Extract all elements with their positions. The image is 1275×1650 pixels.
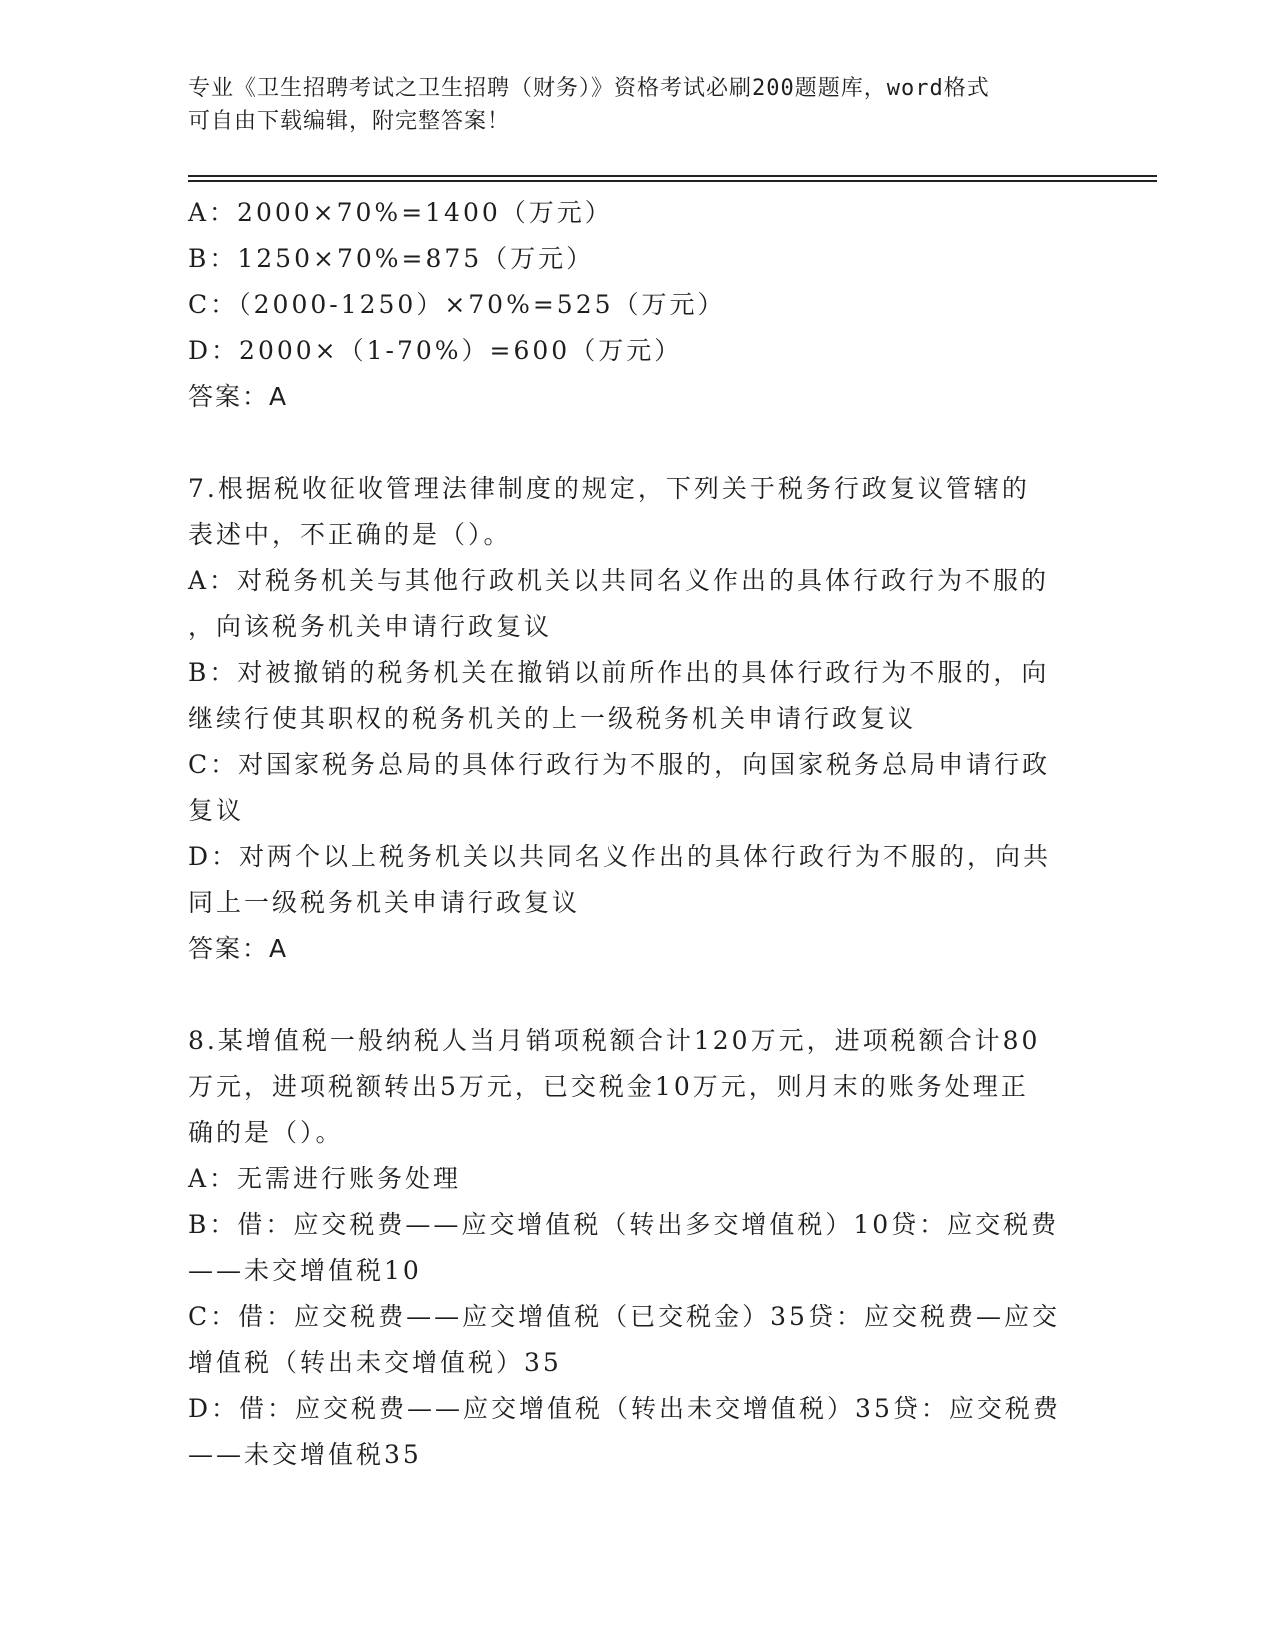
q7-answer: 答案：A — [188, 934, 289, 963]
header-divider-bottom — [188, 180, 1157, 182]
q6-option-b: B：1250×70%=875（万元） — [188, 244, 595, 273]
q8-option-d-line-2: ——未交增值税35 — [188, 1440, 422, 1469]
q8-option-d-line-1: D：借：应交税费——应交增值税（转出未交增值税）35贷：应交税费 — [188, 1394, 1061, 1423]
q8-option-a: A：无需进行账务处理 — [188, 1164, 462, 1193]
question-8-block — [188, 1018, 1078, 1478]
question-7-block — [188, 466, 1078, 972]
q7-option-c-line-2: 复议 — [188, 796, 245, 825]
q7-stem-line-2: 表述中，不正确的是（）。 — [188, 520, 512, 549]
q8-stem-line-2: 万元，进项税额转出5万元，已交税金10万元，则月末的账务处理正 — [188, 1072, 1029, 1101]
q6-answer: 答案：A — [188, 382, 289, 411]
document-header — [188, 72, 1068, 138]
header-title-line-2: 可自由下载编辑，附完整答案！ — [188, 109, 511, 134]
question-6-block — [188, 190, 1078, 420]
q7-option-d-line-1: D：对两个以上税务机关以共同名义作出的具体行政行为不服的，向共 — [188, 842, 1052, 871]
header-title-line-1: 专业《卫生招聘考试之卫生招聘（财务）》资格考试必刷200题题库，word格式 — [188, 76, 990, 101]
q7-option-d-line-2: 同上一级税务机关申请行政复议 — [188, 888, 581, 917]
q8-option-b-line-2: ——未交增值税10 — [188, 1256, 422, 1285]
q7-option-b-line-1: B：对被撤销的税务机关在撤销以前所作出的具体行政行为不服的，向 — [188, 658, 1050, 687]
q7-option-b-line-2: 继续行使其职权的税务机关的上一级税务机关申请行政复议 — [188, 704, 917, 733]
q7-option-a-line-1: A：对税务机关与其他行政机关以共同名义作出的具体行政行为不服的 — [188, 566, 1050, 595]
q8-option-c-line-2: 增值税（转出未交增值税）35 — [188, 1348, 562, 1377]
q8-option-b-line-1: B：借：应交税费——应交增值税（转出多交增值税）10贷：应交税费 — [188, 1210, 1060, 1239]
q8-stem-line-3: 确的是（）。 — [188, 1118, 344, 1147]
q8-stem-line-1: 8.某增值税一般纳税人当月销项税额合计120万元，进项税额合计80 — [188, 1026, 1041, 1055]
q8-option-c-line-1: C：借：应交税费——应交增值税（已交税金）35贷：应交税费—应交 — [188, 1302, 1060, 1331]
q7-option-a-line-2: ，向该税务机关申请行政复议 — [188, 612, 553, 641]
header-divider-top — [188, 175, 1157, 177]
spacer — [188, 420, 1078, 466]
q6-option-a: A：2000×70%=1400（万元） — [188, 198, 613, 227]
q7-option-c-line-1: C：对国家税务总局的具体行政行为不服的，向国家税务总局申请行政 — [188, 750, 1051, 779]
spacer — [188, 972, 1078, 1018]
q6-option-c: C：（2000-1250）×70%=525（万元） — [188, 290, 726, 319]
q7-stem-line-1: 7.根据税收征收管理法律制度的规定，下列关于税务行政复议管辖的 — [188, 474, 1030, 503]
question-list — [188, 190, 1078, 1478]
q6-option-d: D：2000×（1-70%）=600（万元） — [188, 336, 683, 365]
